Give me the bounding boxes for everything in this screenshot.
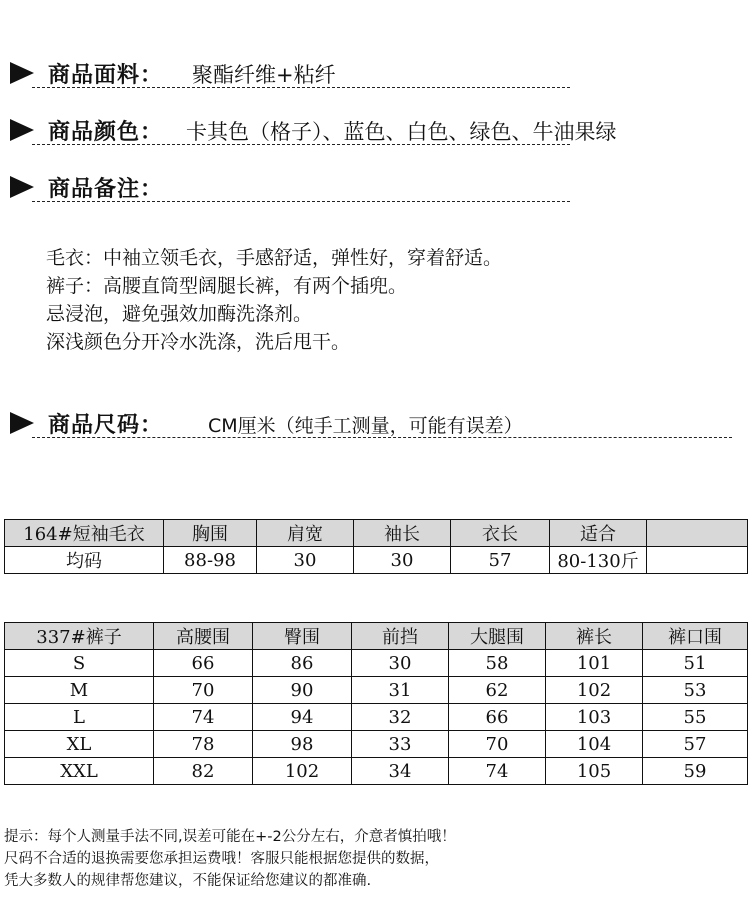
tips-text	[4, 826, 456, 892]
table-cell: 94	[253, 704, 352, 731]
size-label: 商品尺码：	[48, 413, 164, 438]
table-cell: XL	[5, 731, 154, 758]
table-row	[5, 547, 748, 574]
table-cell: 101	[546, 650, 643, 677]
color-value: 卡其色（格子）、蓝色、白色、绿色、牛油果绿	[186, 120, 617, 144]
table-cell: 70	[154, 677, 253, 704]
table-cell: L	[5, 704, 154, 731]
table-cell: 104	[546, 731, 643, 758]
dashed-divider	[32, 201, 570, 202]
table-cell: 57	[451, 547, 550, 574]
color-label: 商品颜色：	[48, 120, 164, 145]
table-cell: 30	[257, 547, 354, 574]
table-cell: 66	[449, 704, 546, 731]
arrow-right-icon	[10, 412, 34, 434]
table-header-cell: 裤长	[546, 623, 643, 650]
section-size	[10, 406, 730, 440]
notes-line: 忌浸泡，避免强效加酶洗涤剂。	[46, 303, 313, 325]
table-cell: 58	[449, 650, 546, 677]
table-header-cell: 大腿围	[449, 623, 546, 650]
tip-line: 尺码不合适的退换需要您承担运费哦！客服只能根据您提供的数据，	[4, 851, 439, 867]
notes-line: 深浅颜色分开冷水洗涤，洗后甩干。	[46, 331, 351, 353]
section-fabric	[10, 56, 570, 90]
table-cell: 82	[154, 758, 253, 785]
table-cell: 30	[352, 650, 449, 677]
arrow-right-icon	[10, 62, 34, 84]
table-cell: 80-130斤	[550, 547, 647, 574]
table-cell: 86	[253, 650, 352, 677]
notes-line: 裤子：高腰直筒型阔腿长裤，有两个插兜。	[46, 275, 408, 297]
table-header-cell: 337#裤子	[5, 623, 154, 650]
table-cell: S	[5, 650, 154, 677]
table-cell: 88-98	[164, 547, 257, 574]
table-cell: 51	[643, 650, 748, 677]
table-cell: 59	[643, 758, 748, 785]
table-cell: 98	[253, 731, 352, 758]
tip-line: 凭大多数人的规律帮您建议，不能保证给您建议的都准确.	[4, 873, 372, 889]
table-header-cell: 袖长	[354, 520, 451, 547]
fabric-value: 聚酯纤维+粘纤	[192, 63, 336, 87]
table-cell: 32	[352, 704, 449, 731]
pants-size-table	[4, 622, 748, 785]
tip-line: 提示：每个人测量手法不同,误差可能在+-2公分左右，介意者慎拍哦！	[4, 829, 456, 845]
table-cell	[647, 547, 748, 574]
table-row	[5, 731, 748, 758]
table-row	[5, 758, 748, 785]
table-cell: 102	[546, 677, 643, 704]
table-cell: 33	[352, 731, 449, 758]
table-header-cell: 衣长	[451, 520, 550, 547]
notes-label: 商品备注：	[48, 177, 164, 202]
notes-line: 毛衣：中袖立领毛衣，手感舒适，弹性好，穿着舒适。	[46, 247, 503, 269]
size-unit-note: CM厘米（纯手工测量，可能有误差）	[208, 415, 523, 437]
table-cell: 78	[154, 731, 253, 758]
table-header-cell: 胸围	[164, 520, 257, 547]
table-cell: 103	[546, 704, 643, 731]
table-header-cell: 164#短袖毛衣	[5, 520, 164, 547]
section-notes	[10, 170, 570, 204]
table-header-cell: 裤口围	[643, 623, 748, 650]
dashed-divider	[32, 87, 570, 88]
table-cell: 55	[643, 704, 748, 731]
table-cell: 74	[154, 704, 253, 731]
table-cell: 74	[449, 758, 546, 785]
table-header-cell: 适合	[550, 520, 647, 547]
table-cell: 90	[253, 677, 352, 704]
table-header-cell	[647, 520, 748, 547]
table-header-cell: 高腰围	[154, 623, 253, 650]
table-header-cell: 肩宽	[257, 520, 354, 547]
table-cell: XXL	[5, 758, 154, 785]
fabric-label: 商品面料：	[48, 63, 164, 88]
sweater-size-table	[4, 519, 748, 574]
dashed-divider	[32, 144, 570, 145]
table-cell: 31	[352, 677, 449, 704]
table-header-cell: 前挡	[352, 623, 449, 650]
dashed-divider	[32, 437, 732, 438]
table-header-row	[5, 623, 748, 650]
table-cell: 70	[449, 731, 546, 758]
table-cell: 62	[449, 677, 546, 704]
table-cell: 102	[253, 758, 352, 785]
table-row	[5, 704, 748, 731]
table-cell: 34	[352, 758, 449, 785]
table-cell: 57	[643, 731, 748, 758]
arrow-right-icon	[10, 119, 34, 141]
table-header-row	[5, 520, 748, 547]
table-cell: 105	[546, 758, 643, 785]
table-cell: M	[5, 677, 154, 704]
table-header-cell: 臀围	[253, 623, 352, 650]
table-cell: 均码	[5, 547, 164, 574]
table-cell: 66	[154, 650, 253, 677]
section-color	[10, 113, 710, 147]
table-row	[5, 677, 748, 704]
notes-body	[46, 244, 502, 356]
arrow-right-icon	[10, 176, 34, 198]
table-cell: 30	[354, 547, 451, 574]
table-cell: 53	[643, 677, 748, 704]
table-row	[5, 650, 748, 677]
